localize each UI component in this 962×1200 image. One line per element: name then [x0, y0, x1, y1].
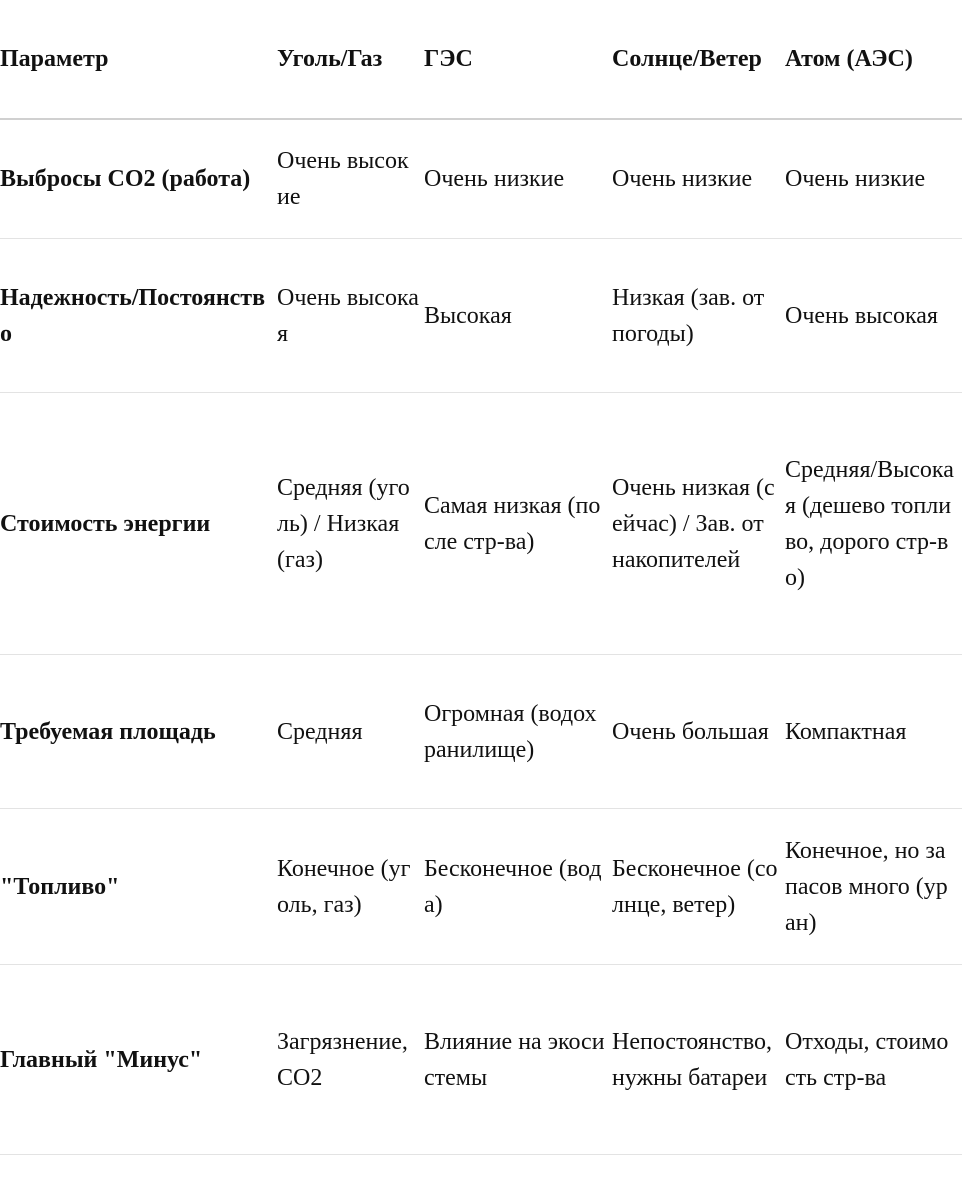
table-cell: Средняя	[277, 655, 424, 809]
row-label: Стоимость энергии	[0, 393, 277, 655]
table-cell: Непостоянство, нужны батареи	[612, 965, 785, 1155]
table-row	[0, 655, 962, 809]
table-row	[0, 809, 962, 965]
table-cell: Конечное (уголь, газ)	[277, 809, 424, 965]
table-cell: Очень высокая	[785, 239, 962, 393]
header-coal-gas: Уголь/Газ	[277, 0, 424, 119]
table-cell: Очень высокая	[277, 239, 424, 393]
table-cell: Бесконечное (вода)	[424, 809, 612, 965]
table-cell: Очень большая	[612, 655, 785, 809]
table-cell: Средняя/Высокая (дешево топливо, дорого стр-во)	[785, 393, 962, 655]
header-parameter: Параметр	[0, 0, 277, 119]
row-label: Главный "Минус"	[0, 965, 277, 1155]
table-cell: Огромная (водохранилище)	[424, 655, 612, 809]
table-cell: Отходы, стоимость стр-ва	[785, 965, 962, 1155]
table-cell: Высокая	[424, 239, 612, 393]
table-row	[0, 393, 962, 655]
header-nuclear: Атом (АЭС)	[785, 0, 962, 119]
row-label: Требуемая площадь	[0, 655, 277, 809]
table-row	[0, 119, 962, 239]
table-cell: Низкая (зав. от погоды)	[612, 239, 785, 393]
row-label: Надежность/Постоянство	[0, 239, 277, 393]
table-cell: Загрязнение, CO2	[277, 965, 424, 1155]
table-cell: Очень низкая (сейчас) / Зав. от накопителей	[612, 393, 785, 655]
table-cell: Самая низкая (после стр-ва)	[424, 393, 612, 655]
table-cell: Очень низкие	[785, 119, 962, 239]
row-label: "Топливо"	[0, 809, 277, 965]
table-cell: Компактная	[785, 655, 962, 809]
table-row	[0, 965, 962, 1155]
table-cell: Влияние на экосистемы	[424, 965, 612, 1155]
table-cell: Очень низкие	[424, 119, 612, 239]
table-cell: Очень высокие	[277, 119, 424, 239]
table-cell: Конечное, но запасов много (уран)	[785, 809, 962, 965]
header-hydro: ГЭС	[424, 0, 612, 119]
header-row	[0, 0, 962, 119]
header-solar-wind: Солнце/Ветер	[612, 0, 785, 119]
table-row	[0, 239, 962, 393]
table-cell: Средняя (уголь) / Низкая (газ)	[277, 393, 424, 655]
table-cell: Бесконечное (солнце, ветер)	[612, 809, 785, 965]
row-label: Выбросы CO2 (работа)	[0, 119, 277, 239]
table-cell: Очень низкие	[612, 119, 785, 239]
